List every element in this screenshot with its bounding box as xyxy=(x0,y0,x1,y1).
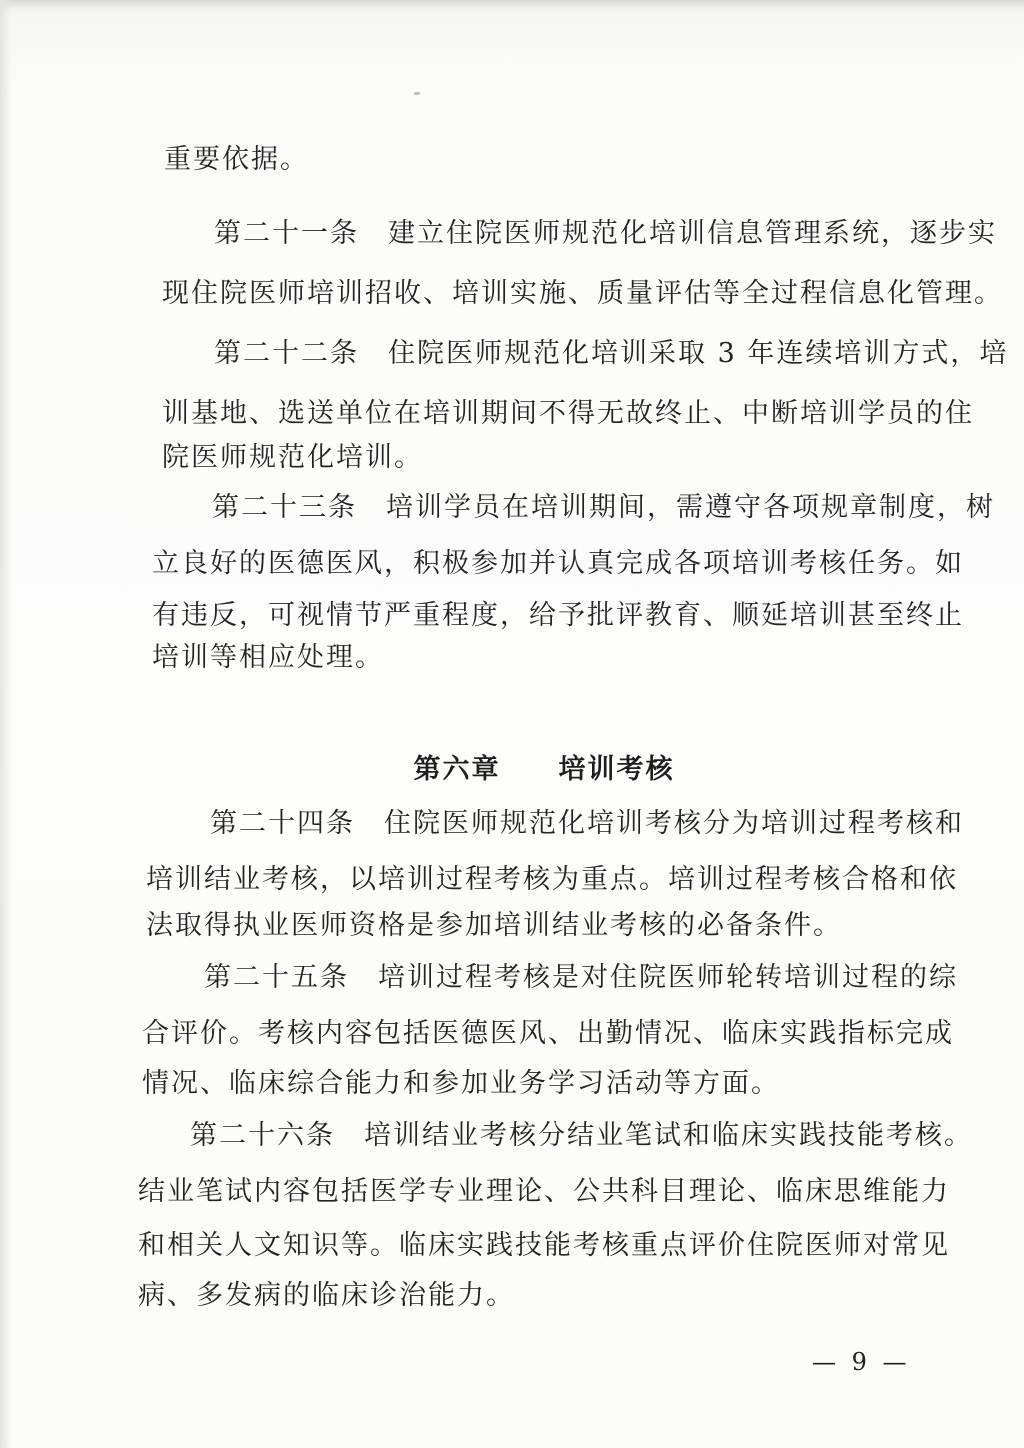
text-line: 第二十五条 培训过程考核是对住院医师轮转培训过程的综 xyxy=(204,962,958,993)
text-line: 第二十六条 培训结业考核分结业笔试和临床实践技能考核。 xyxy=(190,1120,973,1151)
text-line: 培训等相应处理。 xyxy=(152,642,384,673)
text-line: 训基地、选送单位在培训期间不得无故终止、中断培训学员的住 xyxy=(162,398,974,429)
text-line: 法取得执业医师资格是参加培训结业考核的必备条件。 xyxy=(146,910,842,941)
text-line: 第二十三条 培训学员在培训期间，需遵守各项规章制度，树 xyxy=(212,492,995,523)
chapter-title: 第六章 培训考核 xyxy=(413,754,675,785)
text-line: 病、多发病的临床诊治能力。 xyxy=(138,1280,515,1311)
text-line: 第二十一条 建立住院医师规范化培训信息管理系统，逐步实 xyxy=(214,218,997,249)
text-line: 第二十四条 住院医师规范化培训考核分为培训过程考核和 xyxy=(210,808,964,839)
text-line: 和相关人文知识等。临床实践技能考核重点评价住院医师对常见 xyxy=(138,1230,950,1261)
text-line: 合评价。考核内容包括医德医风、出勤情况、临床实践指标完成 xyxy=(142,1018,954,1049)
scan-speck xyxy=(414,92,420,95)
text-line: 有违反，可视情节严重程度，给予批评教育、顺延培训甚至终止 xyxy=(152,600,964,631)
page-number: — 9 — xyxy=(812,1348,911,1376)
text-line: 立良好的医德医风，积极参加并认真完成各项培训考核任务。如 xyxy=(152,548,964,579)
scan-edge-top xyxy=(0,0,1024,14)
text-line: 培训结业考核，以培训过程考核为重点。培训过程考核合格和依 xyxy=(146,864,958,895)
text-line: 现住院医师培训招收、培训实施、质量评估等全过程信息化管理。 xyxy=(162,278,1003,309)
scan-edge-left xyxy=(0,0,12,1448)
text-line: 情况、临床综合能力和参加业务学习活动等方面。 xyxy=(142,1068,780,1099)
text-line: 第二十二条 住院医师规范化培训采取 3 年连续培训方式，培 xyxy=(214,338,1009,369)
text-line: 结业笔试内容包括医学专业理论、公共科目理论、临床思维能力 xyxy=(138,1176,950,1207)
text-line: 院医师规范化培训。 xyxy=(162,442,423,473)
text-line: 重要依据。 xyxy=(164,144,309,175)
